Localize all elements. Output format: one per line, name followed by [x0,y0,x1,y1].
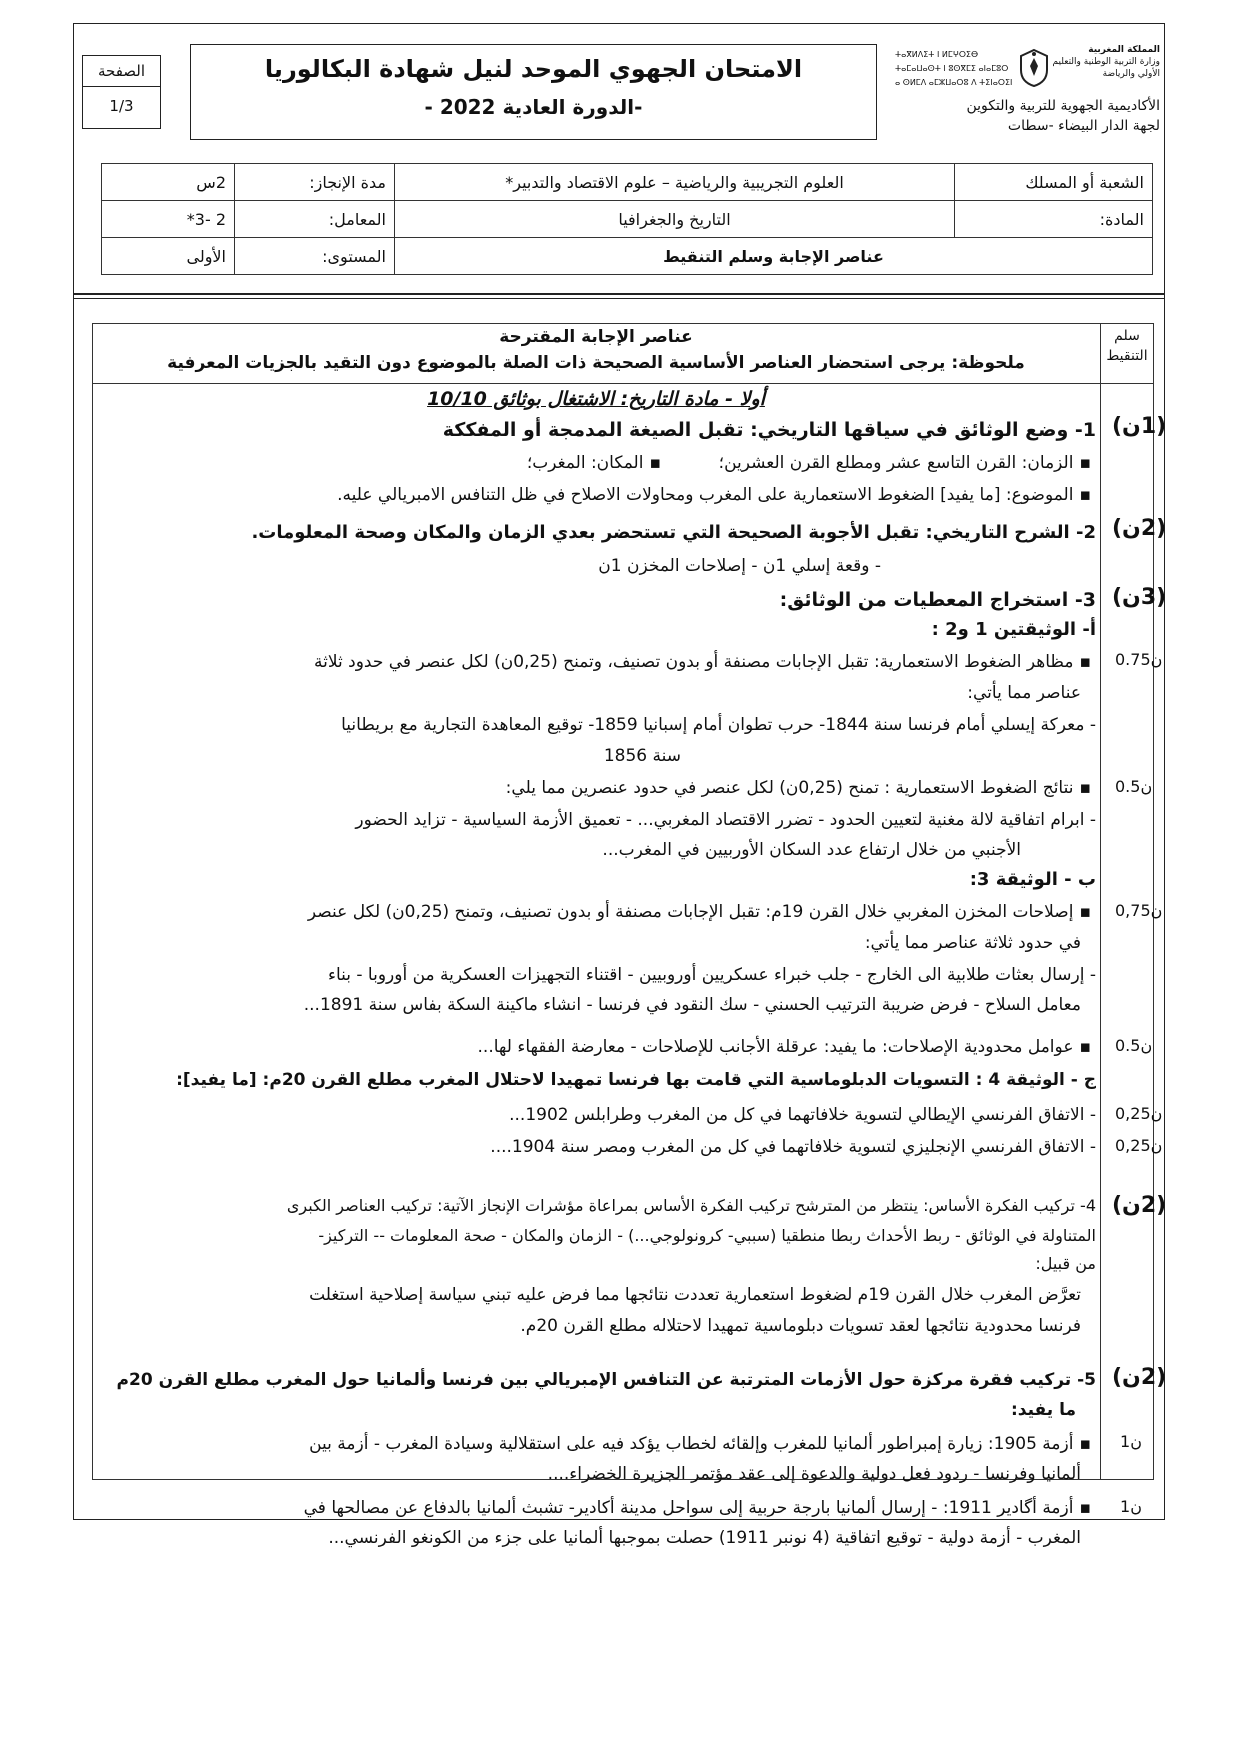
duration-label: مدة الإنجاز: [234,163,395,201]
q1-place: ▪ المكان: المغرب؛ [527,449,661,477]
q3-a2-score: 0.5ن [1115,777,1153,796]
q3-a-heading: أ- الوثيقتين 1 و2 : [931,619,1096,640]
q5-score: (2ن) [1112,1365,1167,1390]
score-column-header: سلم التنقيط [1106,328,1148,364]
q4-l2: من قبيل: [1035,1254,1096,1273]
q5-a-score: 1ن [1120,1432,1142,1451]
q1-title: 1- وضع الوثائق في سياقها التاريخي: تقبل الصيغة المدمجة أو المفككة [442,419,1096,441]
q3-b1-cont: في حدود ثلاثة عناصر مما يأتي: [864,933,1081,953]
institution-block [895,44,1160,139]
q3-b2-score: 0.5ن [1115,1036,1153,1055]
q3-a1-score: 0.75ن [1115,650,1163,669]
header-divider [73,293,1164,295]
q4-title: 4- تركيب الفكرة الأساس: ينتظر من المترشح تركيب الفكرة الأساس بمراعاة مؤشرات الإنجاز الآتية: تركيب العناصر الكبرى [286,1196,1096,1215]
q4-l3: تعرَّض المغرب خلال القرن 19م لضغوط استعمارية تعددت نتائجها مما فرض عليه تبني سياسة إصلاحية استغلت [309,1285,1081,1305]
q5-b-l2: المغرب - أزمة دولية - توقيع اتفاقية (4 نونبر 1911) حصلت بموجبها ألمانيا على جزء من الكونغو الفرنسي... [328,1528,1081,1548]
q3-c1: - الاتفاق الفرنسي الإيطالي لتسوية خلافاتهما في كل من المغرب وطرابلس 1902... [509,1105,1096,1125]
subject-label: المادة: [954,200,1153,238]
session: -الدورة العادية 2022 - [424,95,643,119]
header-row-divider [92,383,1154,384]
q1-time: ▪ الزمان: القرن التاسع عشر ومطلع القرن العشرين؛ [719,449,1091,477]
doc-type: عناصر الإجابة وسلم التنقيط [394,237,1153,275]
coef-value: 2 -3* [101,200,235,238]
q3-a2-title: ▪ نتائج الضغوط الاستعمارية : تمنح (0,25ن) لكل عنصر في حدود عنصرين مما يلي: [506,774,1091,802]
branch-label: الشعبة أو المسلك [954,163,1153,201]
page-number-box [82,55,161,129]
q3-a1-title: ▪ مظاهر الضغوط الاستعمارية: تقبل الإجابات مصنفة أو بدون تصنيف، وتمنح (0,25ن) لكل عنصر في حدود ثلاثة [314,648,1091,676]
answers-title: عناصر الإجابة المقترحة [499,327,693,347]
q5-title-2: ما يفيد: [1010,1400,1076,1420]
q3-a1-l1: - معركة إيسلي أمام فرنسا سنة 1844- حرب تطوان أمام إسبانيا 1859- توقيع المعاهدة التجارية مع بريطانيا [341,715,1096,735]
q3-b2-title: ▪ عوامل محدودية الإصلاحات: ما يفيد: عرقلة الأجانب للإصلاحات - معارضة الفقهاء لها... [478,1033,1091,1061]
q3-score: (3ن) [1112,585,1167,610]
tifinagh-lines: ⵜⴰⴳⵍⴷⵉⵜ ⵏ ⵍⵎⵖⵔⵉⴱ ⵜⴰⵎⴰⵡⴰⵙⵜ ⵏ ⵓⵙⴳⵎⵉ ⴰⵏⴰⵎⵓⵔ ⴰ ⵙⵍⵎⴷ ⴰⵎⵣⵡⴰⵔⵓ ⴷ ⵜⵉⵏⴰⵔⵉⵏ [895,50,1013,87]
q3-a2-l2: الأجنبي من خلال ارتفاع عدد السكان الأوربيين في المغرب... [602,840,1021,860]
q4-l4: فرنسا محدودية نتائجها لعقد تسويات دبلوماسية تمهيدا لاحتلاله مطلع القرن 20م. [520,1316,1081,1336]
level-value: الأولى [101,237,235,275]
q1-topic: ▪ الموضوع: [ما يفيد] الضغوط الاستعمارية على المغرب ومحاولات الاصلاح في ظل التنافس الامبريالي عليه. [337,481,1091,509]
q1-score: (1ن) [1112,414,1167,439]
coef-label: المعامل: [234,200,395,238]
q3-c-heading: ج - الوثيقة 4 : التسويات الدبلوماسية التي قامت بها فرنسا تمهيدا لاحتلال المغرب مطلع القرن 20م: [ما يفيد]: [176,1070,1096,1090]
branch-value: العلوم التجريبية والرياضية – علوم الاقتصاد والتدبير* [394,163,955,201]
q3-c1-score: 0,25ن [1115,1104,1163,1123]
subject-value: التاريخ والجغرافيا [394,200,955,238]
q5-b-l1: ▪ أزمة أگادير 1911: - إرسال ألمانيا بارجة حربية إلى سواحل مدينة أكادير- تشبث ألمانيا بالدفاع عن مصالحها في [304,1494,1091,1522]
q3-b1-title: ▪ إصلاحات المخزن المغربي خلال القرن 19م: تقبل الإجابات مصنفة أو بدون تصنيف، وتمنح (0,25ن) لكل عنصر [308,898,1091,926]
exam-title-box [190,44,877,140]
kingdom: المملكة المغربية [1088,45,1160,55]
note: ملحوظة: يرجى استحضار العناصر الأساسية الصحيحة ذات الصلة بالموضوع دون التقيد بالجزيات المعرفية [167,353,1025,373]
level-label: المستوى: [234,237,395,275]
q3-title: 3- استخراج المعطيات من الوثائق: [779,589,1096,611]
score-column-divider [1100,323,1101,1480]
page-label: الصفحة [97,62,146,80]
ministry: وزارة التربية الوطنية والتعليم الأولي والرياضة [1052,57,1160,79]
page-number: 1/3 [109,97,134,115]
q5-title: 5- تركيب فقرة مركزة حول الأزمات المترتبة عن التنافس الإمبريالي بين فرنسا وألمانيا حول المغرب مطلع القرن 20م [116,1370,1096,1390]
section-title: أولا - مادة التاريخ: الاشتغال بوثائق 10/10 [427,388,765,410]
q3-b1-l2: معامل السلاح - فرض ضريبة الترتيب الحسني - سك النقود في فرنسا - انشاء ماكينة السكة بفاس سنة 1891... [303,995,1081,1015]
q3-b1-score: 0,75ن [1115,901,1163,920]
q2-score: (2ن) [1112,516,1167,541]
q3-a2-l1: - ابرام اتفاقية لالة مغنية لتعيين الحدود - تضرر الاقتصاد المغربي... - تعميق الأزمة السياسية - تزايد الحضور [355,810,1096,830]
q4-score: (2ن) [1112,1193,1167,1218]
q3-c2: - الاتفاق الفرنسي الإنجليزي لتسوية خلافاتهما في كل من المغرب ومصر سنة 1904.... [490,1137,1096,1157]
exam-title: الامتحان الجهوي الموحد لنيل شهادة البكالوريا [264,55,803,83]
region: لجهة الدار البيضاء -سطات [1007,118,1160,134]
q3-a1-cont: عناصر مما يأتي: [967,683,1081,703]
q5-a-l1: ▪ أزمة 1905: زيارة إمبراطور ألمانيا للمغرب وإلقائه لخطاب يؤكد فيه على استقلالية وسيادة المغرب - أزمة بين [309,1430,1091,1458]
q2-points: - وقعة إسلي 1ن - إصلاحات المخزن 1ن [598,556,881,576]
q4-l1: المتناولة في الوثائق - ربط الأحداث ربطا منطقيا (سببي- كرونولوجي...) - الزمان والمكان - صحة المعلومات -- التركيز- [318,1226,1096,1245]
emblem-icon [1017,48,1051,88]
q3-b-heading: ب - الوثيقة 3: [969,869,1096,890]
q3-a1-l2: سنة 1856 [603,746,681,766]
q3-b1-l1: - إرسال بعثات طلابية الى الخارج - جلب خبراء عسكريين أوروبيين - اقتناء التجهيزات العسكرية من أوروبا - بناء [327,965,1096,985]
q5-b-score: 1ن [1120,1497,1142,1516]
q5-a-l2: ألمانيا وفرنسا - ردود فعل دولية والدعوة إلى عقد مؤتمر الجزيرة الخضراء.... [547,1464,1081,1484]
q3-c2-score: 0,25ن [1115,1136,1163,1155]
duration-value: 2س [101,163,235,201]
header-divider-2 [73,298,1164,299]
academy: الأكاديمية الجهوية للتربية والتكوين [966,98,1160,114]
q2-title: 2- الشرح التاريخي: تقبل الأجوبة الصحيحة التي تستحضر بعدي الزمان والمكان وصحة المعلومات. [251,522,1096,543]
